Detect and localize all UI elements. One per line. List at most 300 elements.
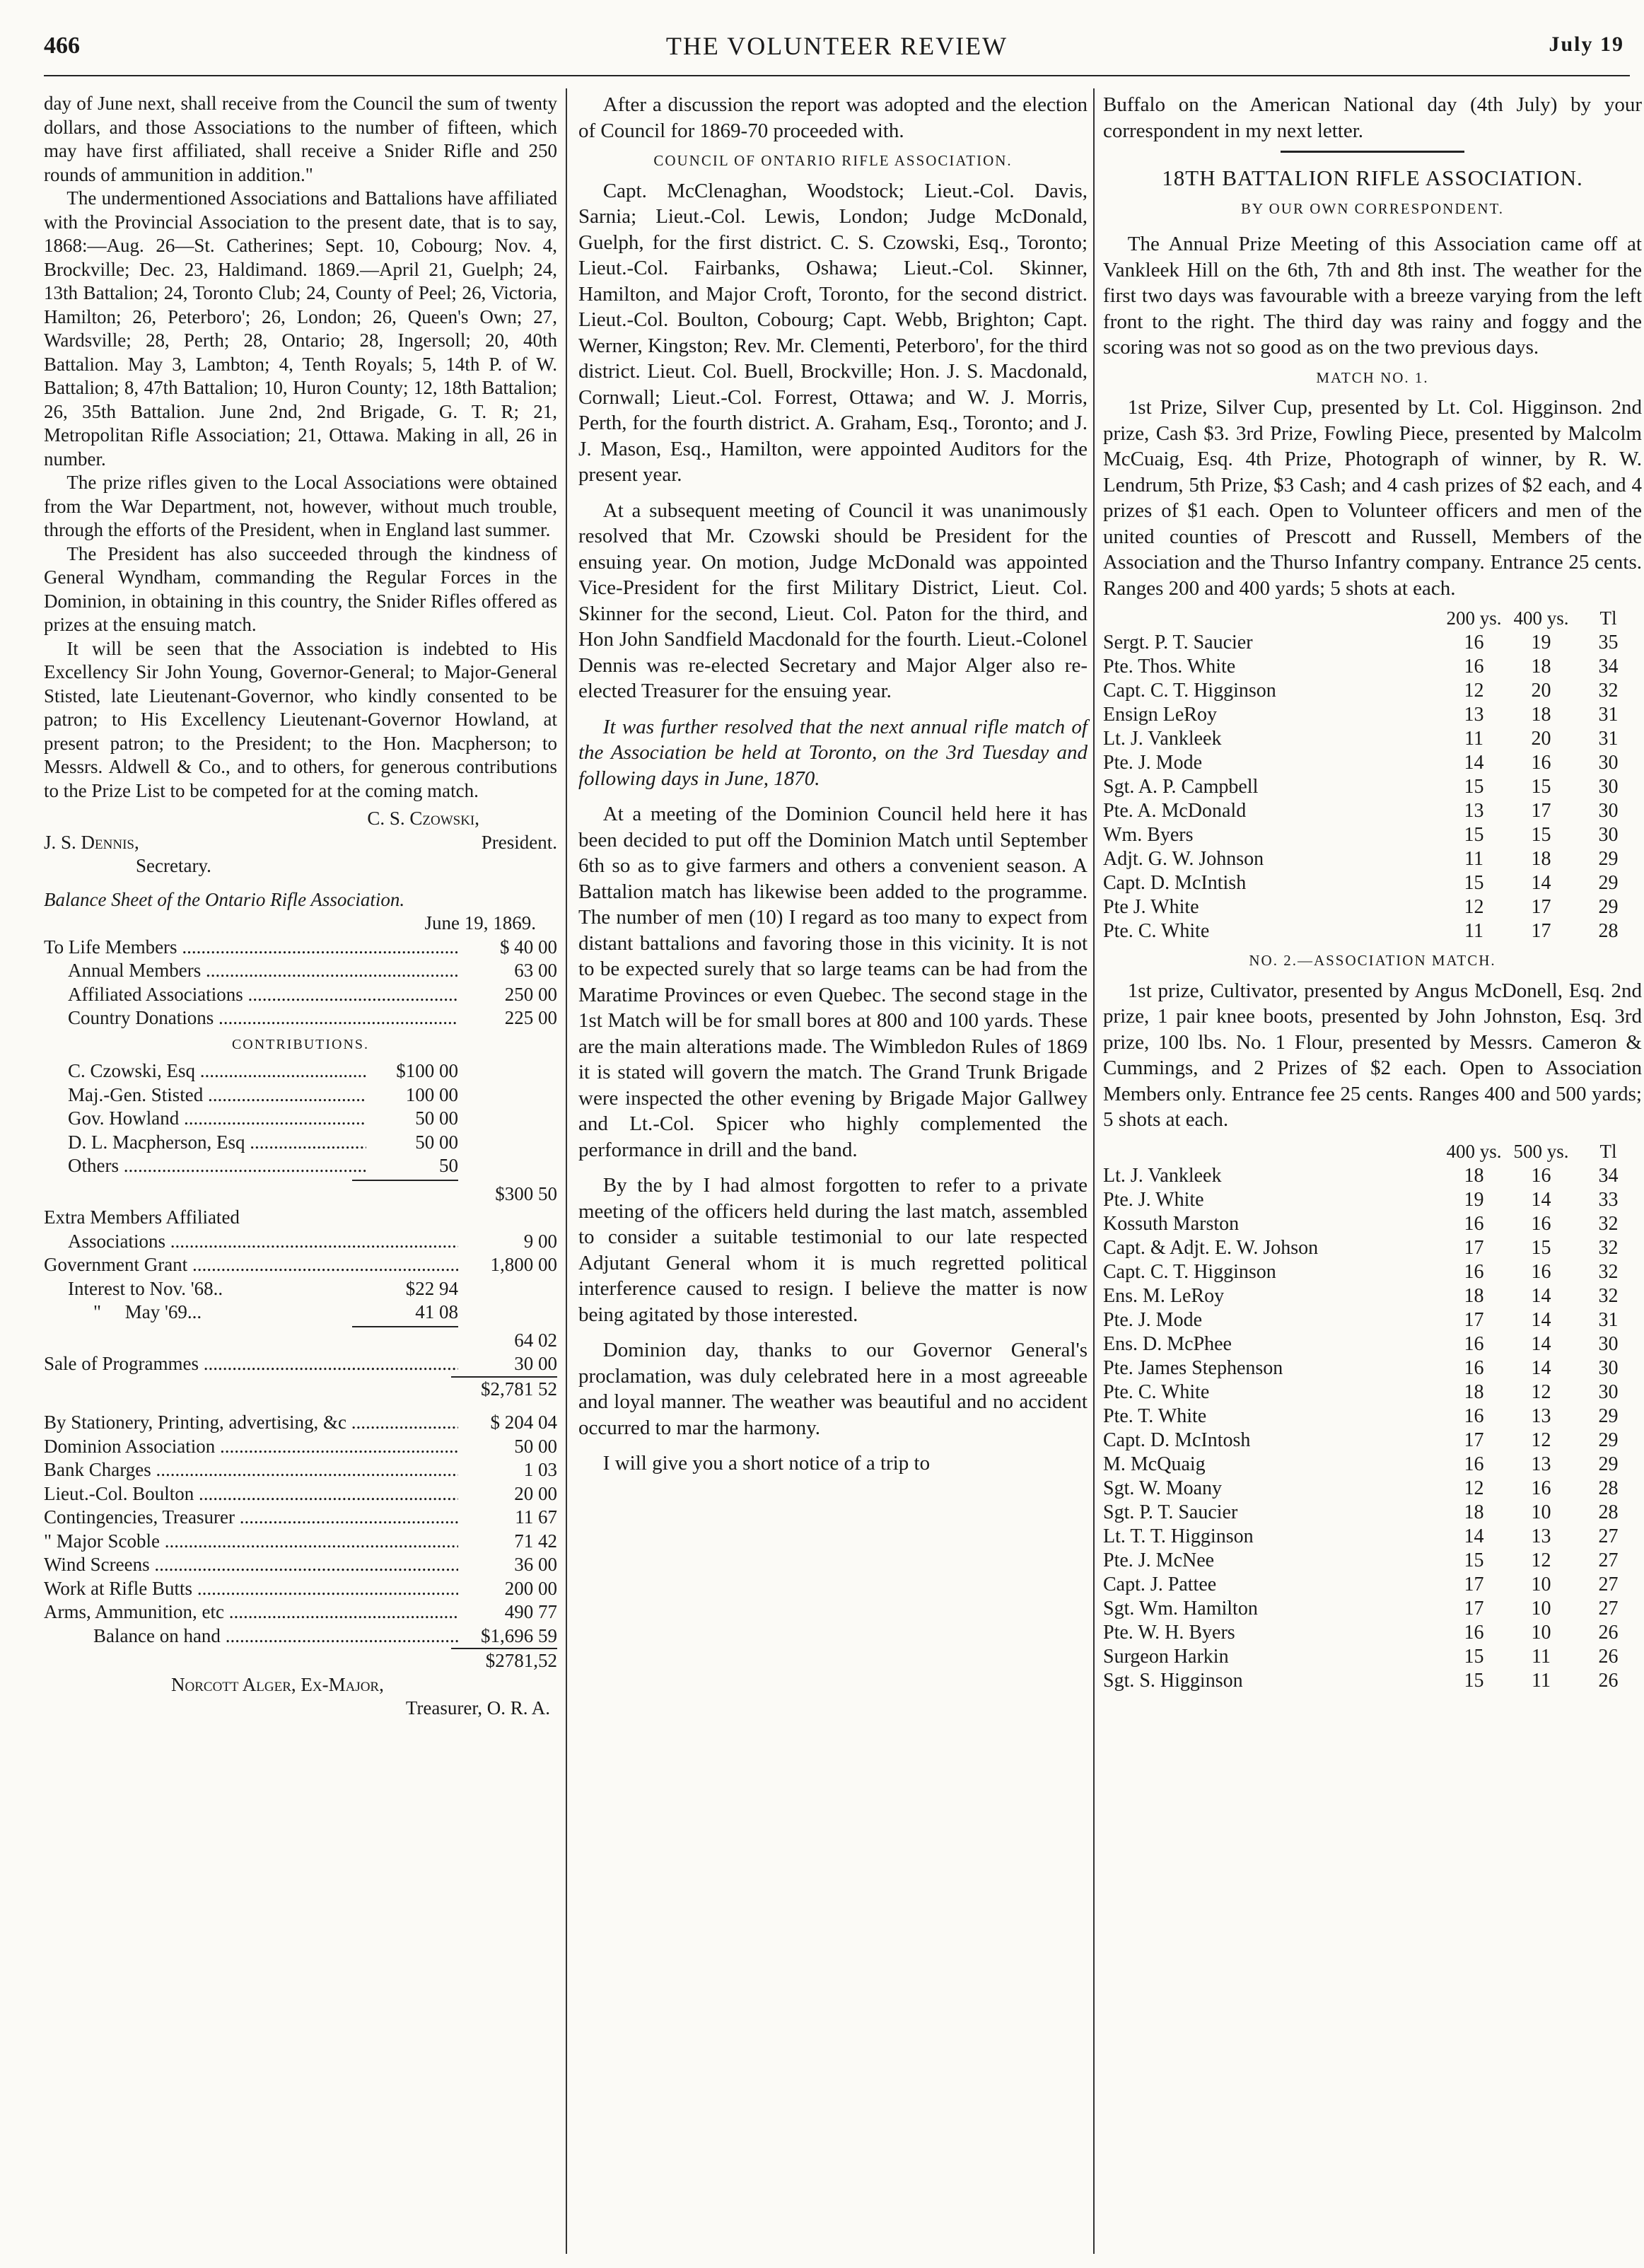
score-cell: 15 [1531, 824, 1551, 846]
score-cell: 11 [1464, 728, 1483, 750]
total-cell: 29 [1598, 1453, 1619, 1475]
ledger-label: By Stationery, Printing, advertising, &c ..... [44, 1411, 458, 1435]
ledger-label: Maj.-Gen. Stisted ..... [68, 1083, 366, 1107]
ledger-total: $2781,52 [485, 1650, 557, 1671]
ledger-row [44, 1083, 557, 1107]
column-header: Tl [1599, 1140, 1617, 1162]
score-cell: 20 [1531, 680, 1551, 702]
total-cell: 28 [1598, 1501, 1619, 1523]
total-cell: 33 [1598, 1188, 1619, 1211]
ledger-total: $2,781 52 [481, 1378, 557, 1400]
total-cell: 30 [1598, 1380, 1619, 1403]
total-cell: 26 [1598, 1621, 1619, 1644]
paragraph: After a discussion the report was adopted and the election of Council for 1869-70 proceeded with. [578, 93, 1088, 142]
score-cell: 15 [1464, 1549, 1484, 1571]
score-cell: 10 [1531, 1621, 1551, 1644]
ledger-amount: 71 42 [514, 1530, 557, 1552]
column-header: 400 ys. [1446, 1140, 1502, 1162]
ledger-label: Wind Screens ..... [44, 1553, 458, 1577]
ledger-amount: 1,800 00 [490, 1254, 557, 1275]
score-cell: 16 [1464, 1356, 1484, 1379]
table-row [1103, 823, 1642, 847]
ledger-label: Associations ..... [68, 1230, 458, 1254]
ledger-amount: $300 50 [495, 1182, 557, 1204]
total-cell: 28 [1598, 1477, 1619, 1499]
total-cell: 35 [1598, 632, 1619, 653]
ledger-amount: $100 00 [396, 1060, 458, 1081]
score-cell: 17 [1531, 920, 1551, 942]
ledger-amount: $ 204 04 [490, 1412, 557, 1433]
competitor-name: Pte J. White [1103, 896, 1199, 918]
table-row [1103, 895, 1642, 919]
score-cell: 14 [1464, 752, 1484, 774]
ledger-row [44, 1458, 557, 1482]
score-cell: 16 [1531, 1164, 1551, 1187]
table-row [1103, 1501, 1642, 1525]
total-cell: 32 [1598, 1260, 1619, 1283]
paragraph: It will be seen that the Association is indebted to His Excellency Sir John Young, Governor-General; to Major-General Stisted, late Lieutenant-Governor, who kindly consented to be patron; to His Excellency Lieutenant-Governor Howland, at present patron; to the President; to the Hon. Macpherson; to Messrs. Aldwell & Co., and to others, for generous contributions to the Prize List to be competed for at the coming match. [44, 637, 557, 801]
match-heading: MATCH NO. 1. [1316, 368, 1429, 386]
competitor-name: Ens. M. LeRoy [1103, 1284, 1225, 1307]
score-cell: 11 [1532, 1645, 1551, 1668]
competitor-name: Lt. T. T. Higginson [1103, 1525, 1254, 1547]
ledger-label: Arms, Ammunition, etc ..... [44, 1600, 458, 1624]
table-row [1103, 847, 1642, 871]
ledger-row [44, 1182, 557, 1206]
paragraph: I will give you a short notice of a trip to [602, 1452, 931, 1475]
column-header: 500 ys. [1513, 1140, 1569, 1162]
ledger-label: Country Donations ..... [68, 1006, 458, 1030]
table-row [1103, 703, 1642, 727]
paragraph: The undermentioned Associations and Battalions have affiliated with the Provincial Association to the present date, that is to say, 1868:—Aug. 26—St. Catherines; Sept. 10, Cobourg; Nov. 4, Brockville; Dec. 23, Haldimand. 1869.—April 21, Guelph; 24, 13th Battalion; 24, Toronto Club; 24, County of Peel; 26, Victoria, Hamilton; 26, Peterboro'; 26, London; 26, Queen's Own; 27, Wardsville; 28, Perth; 28, Ontario; 28, Ingersoll; 20, 40th Battalion. May 3, Lambton; 4, Tenth Royals; 5, 14th P. of W. Battalion; 8, 47th Battalion; 10, Huron County; 12, 18th Battalion; 26, 35th Battalion. June 2nd, 2nd Brigade, G. T. R; 21, Metropolitan Rifle Association; 21, Ottawa. Making in all, 26 in number. [44, 187, 557, 470]
president-signature: C. S. Czowski, [367, 808, 479, 829]
issue-date: July 19 [1549, 33, 1624, 56]
score-cell: 12 [1464, 1477, 1484, 1499]
total-cell: 29 [1598, 1429, 1619, 1451]
score-cell: 16 [1464, 1405, 1484, 1427]
score-cell: 14 [1464, 1525, 1484, 1547]
total-cell: 32 [1598, 1212, 1619, 1235]
ledger-row [44, 1530, 557, 1554]
ledger-label: Lieut.-Col. Boulton ..... [44, 1482, 458, 1506]
competitor-name: Sergt. P. T. Saucier [1103, 632, 1253, 653]
score-cell: 13 [1464, 704, 1484, 726]
score-cell: 18 [1464, 1164, 1484, 1187]
ledger-row [44, 1506, 557, 1530]
table-row [1103, 679, 1642, 703]
table-row [1103, 751, 1642, 775]
score-cell: 18 [1464, 1284, 1484, 1307]
ledger-label: " Major Scoble ..... [44, 1530, 458, 1554]
ledger-amount: 50 00 [514, 1435, 557, 1457]
column-header: 400 ys. [1513, 607, 1569, 629]
ledger-row [44, 1600, 557, 1624]
total-cell: 29 [1598, 1405, 1619, 1427]
page-header [44, 28, 1630, 71]
table-row [1103, 1212, 1642, 1236]
ledger-rule [352, 1326, 458, 1327]
score-cell: 11 [1464, 920, 1483, 942]
score-cell: 16 [1464, 1212, 1484, 1235]
score-cell: 14 [1531, 1284, 1551, 1307]
score-cell: 12 [1464, 680, 1484, 702]
table-row [1103, 1453, 1642, 1477]
ledger-row [44, 936, 557, 960]
ledger-label: Dominion Association ..... [44, 1435, 458, 1459]
total-cell: 31 [1598, 704, 1619, 726]
ledger-amount: 11 67 [515, 1506, 557, 1528]
ledger-row [44, 1577, 557, 1601]
ledger-amount: $1,696 59 [481, 1624, 557, 1646]
competitor-name: Lt. J. Vankleek [1103, 1164, 1222, 1187]
total-cell: 32 [1598, 1284, 1619, 1307]
ledger-label: C. Czowski, Esq ..... [68, 1059, 366, 1083]
ledger-amount: $22 94 [405, 1277, 458, 1299]
table-row [1103, 1164, 1642, 1188]
table-row [1103, 775, 1642, 799]
column-1 [44, 92, 557, 1721]
table-row [1103, 631, 1642, 655]
paragraph: The President has also succeeded through the kindness of General Wyndham, commanding the Regular Forces in the Dominion, in obtaining in this country, the Snider Rifles offered as prizes at the ensuing match. [44, 542, 557, 635]
competitor-name: Kossuth Marston [1103, 1212, 1240, 1235]
competitor-name: Wm. Byers [1103, 824, 1194, 846]
total-cell: 30 [1598, 776, 1619, 798]
paragraph: The prize rifles given to the Local Associations were obtained from the War Department, not, however, without much trouble, through the efforts of the President, when in England last summer. [44, 472, 557, 540]
ledger-label: Annual Members ..... [68, 959, 458, 983]
table-row [1103, 1669, 1642, 1693]
ledger-amount: 41 08 [415, 1301, 458, 1322]
section-heading: 18TH BATTALION RIFLE ASSOCIATION. [1162, 165, 1583, 190]
ledger-amount: $ 40 00 [500, 936, 557, 958]
total-cell: 29 [1598, 848, 1619, 870]
competitor-name: Sgt. Wm. Hamilton [1103, 1597, 1258, 1619]
ledger-row [44, 1553, 557, 1577]
competitor-name: Pte. T. White [1103, 1405, 1207, 1427]
ledger-label: Government Grant ..... [44, 1253, 458, 1277]
paragraph: Capt. McClenaghan, Woodstock; Lieut.-Col. Davis, Sarnia; Lieut.-Col. Lewis, London; Judge McDonald, Guelph, for the first district. C. S. Czowski, Esq., Toronto; Lieut.-Col. Fairbanks, Oshawa; Lieut.-Col. Skinner, Hamilton, and Major Croft, Toronto, for the second district. Lieut.-Col. Boulton, Cobourg; Capt. Webb, Brighton; Capt. Werner, Kingston; Rev. Mr. Clementi, Peterboro', for the third district. Lieut. Col. Buell, Brockville; Hon. J. S. Macdonald, Cornwall; Lieut.-Col. Forrest, Ottawa; and W. J. Morris, Perth, for the fourth district. A. Graham, Esq., Toronto; and J. J. Mason, Esq., Hamilton, were appointed Auditors for the present year. [578, 179, 1088, 486]
table-row [1103, 1405, 1642, 1429]
competitor-name: Sgt. S. Higginson [1103, 1669, 1243, 1692]
table-row [1103, 1573, 1642, 1597]
ledger-amount: 30 00 [514, 1353, 557, 1374]
signature-block [44, 807, 557, 878]
ledger-income [44, 936, 557, 1030]
paragraph: day of June next, shall receive from the Council the sum of twenty dollars, and those Associations to the number of fifteen, which may have first affiliated, shall receive a Snider Rifle and 250 rounds of ammunition in addition." [44, 93, 557, 185]
ledger-row [44, 1649, 557, 1673]
total-cell: 27 [1598, 1549, 1619, 1571]
total-cell: 32 [1598, 1236, 1619, 1259]
ledger-amount: 63 00 [514, 960, 557, 981]
total-cell: 28 [1598, 920, 1619, 942]
competitor-name: Pte. J. White [1103, 1188, 1204, 1211]
score-cell: 16 [1531, 1260, 1551, 1283]
score-cell: 12 [1531, 1549, 1551, 1571]
total-cell: 34 [1598, 656, 1619, 678]
score-table-match-2 [1103, 1139, 1642, 1693]
ledger-row [44, 1059, 557, 1083]
total-cell: 27 [1598, 1597, 1619, 1619]
total-cell: 30 [1598, 800, 1619, 822]
ledger-row [44, 1230, 557, 1254]
ledger-row [44, 1301, 557, 1325]
ledger-label: D. L. Macpherson, Esq ..... [68, 1131, 366, 1155]
column-header: 200 ys. [1446, 607, 1502, 629]
table-row [1103, 919, 1642, 943]
competitor-name: Capt. D. McIntish [1103, 872, 1247, 894]
table-row [1103, 799, 1642, 823]
section-divider [1281, 151, 1464, 153]
table-row [1103, 1260, 1642, 1284]
total-cell: 30 [1598, 1356, 1619, 1379]
ledger-amount: 20 00 [514, 1482, 557, 1504]
ledger-row [44, 1482, 557, 1506]
paragraph: At a subsequent meeting of Council it was unanimously resolved that Mr. Czowski should be President for the ensuing year. On motion, Judge McDonald was appointed Vice-President for the first Military District, Lieut. Col. Skinner for the second, Lieut. Col. Paton for the third, and Hon John Sandfield Macdonald for the fourth. Lieut.-Colonel Dennis was re-elected Secretary and Major Alger also re-elected Treasurer for the ensuing year. [578, 499, 1088, 702]
score-cell: 16 [1464, 632, 1484, 653]
paragraph: 1st prize, Cultivator, presented by Angus McDonell, Esq. 2nd prize, 1 pair knee boots, presented by John Johnston, Esq. 3rd prize, 100 lbs. No. 1 Flour, presented by Messrs. Cameron & Cummings, and 2 Prizes of $2 each. Open to Association Members only. Entrance fee 25 cents. Ranges 400 and 500 yards; 5 shots at each. [1103, 979, 1642, 1131]
score-cell: 15 [1464, 1669, 1484, 1692]
column-2 [578, 92, 1088, 1477]
score-cell: 10 [1531, 1597, 1551, 1619]
table-row [1103, 1549, 1642, 1573]
score-cell: 17 [1464, 1573, 1484, 1595]
total-cell: 26 [1598, 1669, 1619, 1692]
competitor-name: Pte. James Stephenson [1103, 1356, 1283, 1379]
score-cell: 15 [1464, 824, 1484, 846]
section-heading: COUNCIL OF ONTARIO RIFLE ASSOCIATION. [653, 152, 1013, 169]
table-row [1103, 871, 1642, 895]
column-3 [1103, 92, 1642, 1693]
page-number: 466 [44, 33, 80, 59]
score-cell: 16 [1531, 1212, 1551, 1235]
table-row [1103, 1429, 1642, 1453]
competitor-name: Ens. D. McPhee [1103, 1332, 1232, 1355]
paragraph: 1st Prize, Silver Cup, presented by Lt. Col. Higginson. 2nd prize, Cash $3. 3rd Prize, Fowling Piece, presented by Malcolm McCuaig, Esq. 4th Prize, Photograph of winner, by R. W. Lendrum, 5th Prize, $3 Cash; and 4 cash prizes of $2 each, and 4 prizes of $1 each. Open to Volunteer officers and men of the united counties of Prescott and Russell, Members of the Association and the Thurso Infantry company. Entrance 25 cents. Ranges 200 and 400 yards; 5 shots at each. [1103, 396, 1642, 600]
ledger-expenses [44, 1411, 557, 1648]
score-cell: 14 [1531, 872, 1551, 894]
total-cell: 32 [1598, 680, 1619, 702]
total-cell: 31 [1598, 728, 1619, 750]
score-cell: 19 [1531, 632, 1551, 653]
score-cell: 15 [1464, 1645, 1484, 1668]
ledger-amount: 50 00 [415, 1131, 458, 1153]
total-cell: 31 [1598, 1308, 1619, 1331]
competitor-name: Pte. W. H. Byers [1103, 1621, 1235, 1644]
score-cell: 17 [1464, 1429, 1484, 1451]
score-cell: 15 [1531, 776, 1551, 798]
ledger-amount: 250 00 [504, 983, 557, 1005]
score-cell: 13 [1531, 1525, 1551, 1547]
table-row [1103, 1380, 1642, 1405]
competitor-name: Capt. C. T. Higginson [1103, 1260, 1276, 1283]
score-cell: 11 [1464, 848, 1483, 870]
ledger-amount: 100 00 [405, 1083, 458, 1105]
competitor-name: Capt. J. Pattee [1103, 1573, 1217, 1595]
paragraph: Dominion day, thanks to our Governor General's proclamation, was duly celebrated here in a most agreeable and loyal manner. The weather was beautiful and no accident occurred to mar the harmony. [578, 1339, 1088, 1439]
competitor-name: Capt. C. T. Higginson [1103, 680, 1276, 702]
header-rule [44, 75, 1630, 76]
ledger-row [44, 983, 557, 1007]
paragraph: Buffalo on the American National day (4th July) by your correspondent in my next letter. [1103, 93, 1642, 142]
ledger-label: Bank Charges ..... [44, 1458, 458, 1482]
competitor-name: Sgt. W. Moany [1103, 1477, 1223, 1499]
score-cell: 16 [1531, 1477, 1551, 1499]
score-cell: 18 [1531, 848, 1551, 870]
score-cell: 11 [1532, 1669, 1551, 1692]
ledger-row [44, 1352, 557, 1376]
ledger-label: To Life Members ..... [44, 936, 458, 960]
competitor-name: Pte. J. McNee [1103, 1549, 1215, 1571]
total-cell: 29 [1598, 896, 1619, 918]
ledger-row [44, 1378, 557, 1402]
ledger-amount: 36 00 [514, 1554, 557, 1575]
contributions-heading: CONTRIBUTIONS. [231, 1036, 370, 1052]
ledger-row [44, 1411, 557, 1435]
total-cell: 30 [1598, 824, 1619, 846]
ledger-row [44, 1329, 557, 1353]
byline: BY OUR OWN CORRESPONDENT. [1240, 199, 1504, 217]
paragraph: It was further resolved that the next annual rifle match of the Association be held at Toronto, on the 3rd Tuesday and following days in June, 1870. [578, 715, 1088, 790]
table-row [1103, 1284, 1642, 1308]
competitor-name: Pte. C. White [1103, 1380, 1210, 1403]
score-cell: 16 [1464, 656, 1484, 678]
table-row [1103, 1356, 1642, 1380]
score-cell: 18 [1531, 704, 1551, 726]
treasurer-title: Treasurer, O. R. A. [405, 1697, 550, 1719]
competitor-name: Pte. A. McDonald [1103, 800, 1247, 822]
score-cell: 12 [1531, 1429, 1551, 1451]
ledger-label: Sale of Programmes ..... [44, 1352, 458, 1376]
ledger-row [44, 1253, 557, 1277]
ledger-label: Others ..... [68, 1154, 366, 1178]
ledger-row [44, 1154, 557, 1178]
score-cell: 10 [1531, 1573, 1551, 1595]
competitor-name: Sgt. A. P. Campbell [1103, 776, 1259, 798]
ledger-row [44, 1624, 557, 1648]
total-cell: 30 [1598, 1332, 1619, 1355]
score-cell: 13 [1531, 1453, 1551, 1475]
score-cell: 12 [1531, 1380, 1551, 1403]
total-cell: 29 [1598, 872, 1619, 894]
ledger-row [44, 1277, 557, 1301]
score-cell: 17 [1464, 1597, 1484, 1619]
ledger-amount: 50 [439, 1155, 458, 1176]
competitor-name: Sgt. P. T. Saucier [1103, 1501, 1238, 1523]
paragraph: The Annual Prize Meeting of this Association came off at Vankleek Hill on the 6th, 7th and 8th inst. The weather for the first two days was favourable with a breeze varying from the left front to the right. The third day was rainy and foggy and the scoring was not so good as on the two previous days. [1103, 233, 1642, 359]
total-cell: 27 [1598, 1573, 1619, 1595]
table-row [1103, 1236, 1642, 1260]
score-cell: 14 [1531, 1332, 1551, 1355]
score-cell: 18 [1464, 1380, 1484, 1403]
ledger-label: Extra Members Affiliated [44, 1206, 240, 1228]
match-heading: NO. 2.—ASSOCIATION MATCH. [1249, 952, 1496, 969]
score-cell: 16 [1464, 1621, 1484, 1644]
secretary-signature: J. S. Dennis, [44, 831, 139, 853]
score-cell: 18 [1464, 1501, 1484, 1523]
president-title: President. [481, 831, 557, 853]
balance-sheet-date: June 19, 1869. [424, 912, 536, 934]
publication-title: THE VOLUNTEER REVIEW [665, 32, 1008, 60]
score-cell: 13 [1464, 800, 1484, 822]
ledger-amount: 200 00 [504, 1577, 557, 1599]
table-row [1103, 1621, 1642, 1645]
score-cell: 17 [1464, 1236, 1484, 1259]
score-cell: 15 [1464, 776, 1484, 798]
ledger-amount: 64 02 [514, 1329, 557, 1351]
ledger-row [44, 1006, 557, 1030]
balance-sheet-title: Balance Sheet of the Ontario Rifle Association. [44, 888, 405, 910]
score-cell: 14 [1531, 1308, 1551, 1331]
score-cell: 19 [1464, 1188, 1484, 1211]
score-cell: 14 [1531, 1356, 1551, 1379]
ledger-row [44, 1435, 557, 1459]
column-rule-2 [1093, 88, 1095, 2254]
contributions-list [44, 1059, 557, 1178]
treasurer-signature: Norcott Alger, Ex-Major, [171, 1673, 384, 1695]
score-cell: 20 [1531, 728, 1551, 750]
column-header: Tl [1599, 607, 1617, 629]
score-cell: 13 [1531, 1405, 1551, 1427]
competitor-name: Capt. D. McIntosh [1103, 1429, 1251, 1451]
table-row [1103, 727, 1642, 751]
score-cell: 16 [1531, 752, 1551, 774]
table-row [1103, 1332, 1642, 1356]
competitor-name: Lt. J. Vankleek [1103, 728, 1222, 750]
ledger-amount: 50 00 [415, 1107, 458, 1129]
ledger-amount: 490 77 [504, 1601, 557, 1622]
score-table-match-1 [1103, 605, 1642, 943]
table-row [1103, 1597, 1642, 1621]
ledger-label: Affiliated Associations ..... [68, 983, 458, 1007]
score-cell: 17 [1531, 800, 1551, 822]
competitor-name: Ensign LeRoy [1103, 704, 1217, 726]
ledger-label: Gov. Howland ..... [68, 1107, 366, 1131]
ledger-row [44, 1131, 557, 1155]
score-cell: 15 [1531, 1236, 1551, 1259]
table-row [1103, 1188, 1642, 1212]
ledger-row [44, 959, 557, 983]
competitor-name: Surgeon Harkin [1103, 1645, 1229, 1668]
score-cell: 10 [1531, 1501, 1551, 1523]
competitor-name: Pte. C. White [1103, 920, 1210, 942]
competitor-name: Pte. J. Mode [1103, 752, 1202, 774]
total-cell: 30 [1598, 752, 1619, 774]
ledger-amount: 1 03 [523, 1459, 557, 1480]
table-row [1103, 1308, 1642, 1332]
competitor-name: M. McQuaig [1103, 1453, 1206, 1475]
score-cell: 14 [1531, 1188, 1551, 1211]
table-row [1103, 1645, 1642, 1669]
score-cell: 17 [1464, 1308, 1484, 1331]
ledger-row [44, 1107, 557, 1131]
total-cell: 26 [1598, 1645, 1619, 1668]
competitor-name: Adjt. G. W. Johnson [1103, 848, 1264, 870]
ledger-label: Work at Rifle Butts ..... [44, 1577, 458, 1601]
score-cell: 16 [1464, 1453, 1484, 1475]
competitor-name: Pte. J. Mode [1103, 1308, 1202, 1331]
competitor-name: Capt. & Adjt. E. W. Johson [1103, 1236, 1319, 1259]
score-cell: 16 [1464, 1260, 1484, 1283]
secretary-title: Secretary. [136, 855, 211, 876]
competitor-name: Pte. Thos. White [1103, 656, 1236, 678]
table-row [1103, 1525, 1642, 1549]
ledger-label: Interest to Nov. '68.. [68, 1277, 223, 1299]
ledger-label: Balance on hand ..... [93, 1624, 458, 1648]
paragraph: By the by I had almost forgotten to refer to a private meeting of the officers held during the last match, assembled to consider a suitable testimonial to our late respected Adjutant General whom it is much regretted political interference caused to resign. I believe the matter is now being agitated by those interested. [578, 1174, 1088, 1326]
total-cell: 34 [1598, 1164, 1619, 1187]
ledger-label: Contingencies, Treasurer ..... [44, 1506, 458, 1530]
total-cell: 27 [1598, 1525, 1619, 1547]
ledger-amount: 225 00 [504, 1007, 557, 1028]
